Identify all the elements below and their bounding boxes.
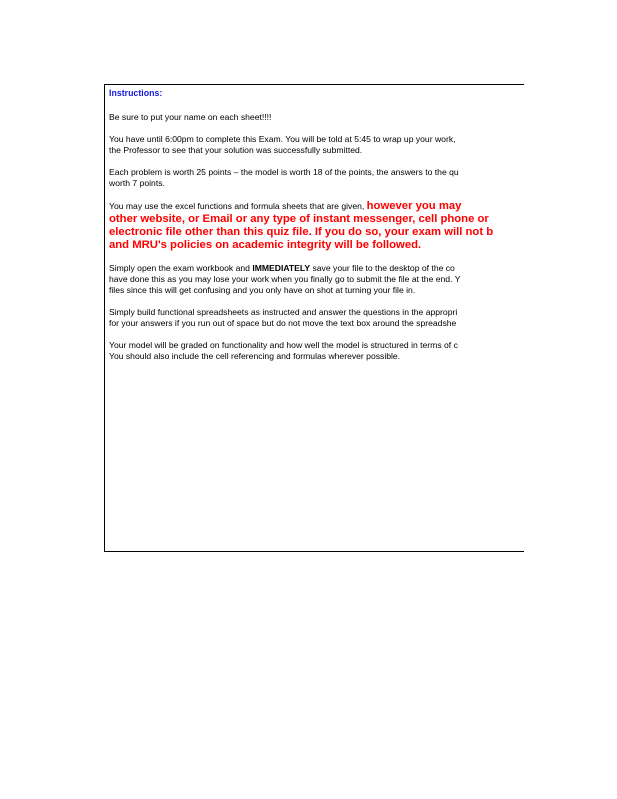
save-file-emphasis: IMMEDIATELY [252, 263, 311, 273]
save-file-rest: save your file to the desktop of the co [310, 263, 455, 273]
grading-paragraph [109, 340, 524, 362]
build-line-1: Simply build functional spreadsheets as instructed and answer the questions in the appropri [109, 307, 458, 317]
integrity-warning-3: electronic file other than this quiz file. If you do so, your exam will not b [109, 226, 494, 238]
instructions-heading: Instructions: [109, 88, 163, 98]
save-file-line-3: files since this will get confusing and you only have on shot at turning your file in. [109, 285, 416, 295]
instructions-text-box [104, 84, 524, 552]
points-line-2: worth 7 points. [109, 178, 165, 188]
time-limit-line-2: the Professor to see that your solution was successfully submitted. [109, 145, 363, 155]
integrity-line-1 [109, 200, 524, 213]
save-file-paragraph [109, 263, 524, 296]
points-line-1: Each problem is worth 25 points – the model is worth 18 of the points, the answers to the qu [109, 167, 459, 177]
name-reminder-paragraph [109, 112, 524, 123]
time-limit-line-1: You have until 6:00pm to complete this Exam. You will be told at 5:45 to wrap up your work, [109, 134, 456, 144]
grading-line-1: Your model will be graded on functionality and how well the model is structured in terms of c [109, 340, 458, 350]
save-file-lead: Simply open the exam workbook and [109, 263, 253, 273]
save-file-line-2: have done this as you may lose your work when you finally go to submit the file at the end. Y [109, 274, 461, 284]
name-reminder-text: Be sure to put your name on each sheet!!!! [109, 112, 272, 122]
build-line-2: for your answers if you run out of space but do not move the text box around the spreadshe [109, 318, 457, 328]
integrity-paragraph [109, 200, 524, 252]
save-file-line-1 [109, 263, 524, 274]
build-spreadsheets-paragraph [109, 307, 524, 329]
grading-line-2: You should also include the cell referencing and formulas wherever possible. [109, 351, 401, 361]
time-limit-paragraph [109, 134, 524, 156]
integrity-lead-text: You may use the excel functions and formula sheets that are given, [109, 201, 367, 211]
instructions-content [109, 88, 524, 373]
integrity-warning-1: however you may [366, 200, 462, 212]
integrity-warning-4: and MRU's policies on academic integrity will be followed. [109, 239, 422, 251]
points-paragraph [109, 167, 524, 189]
integrity-warning-2: other website, or Email or any type of instant messenger, cell phone or [109, 213, 489, 225]
